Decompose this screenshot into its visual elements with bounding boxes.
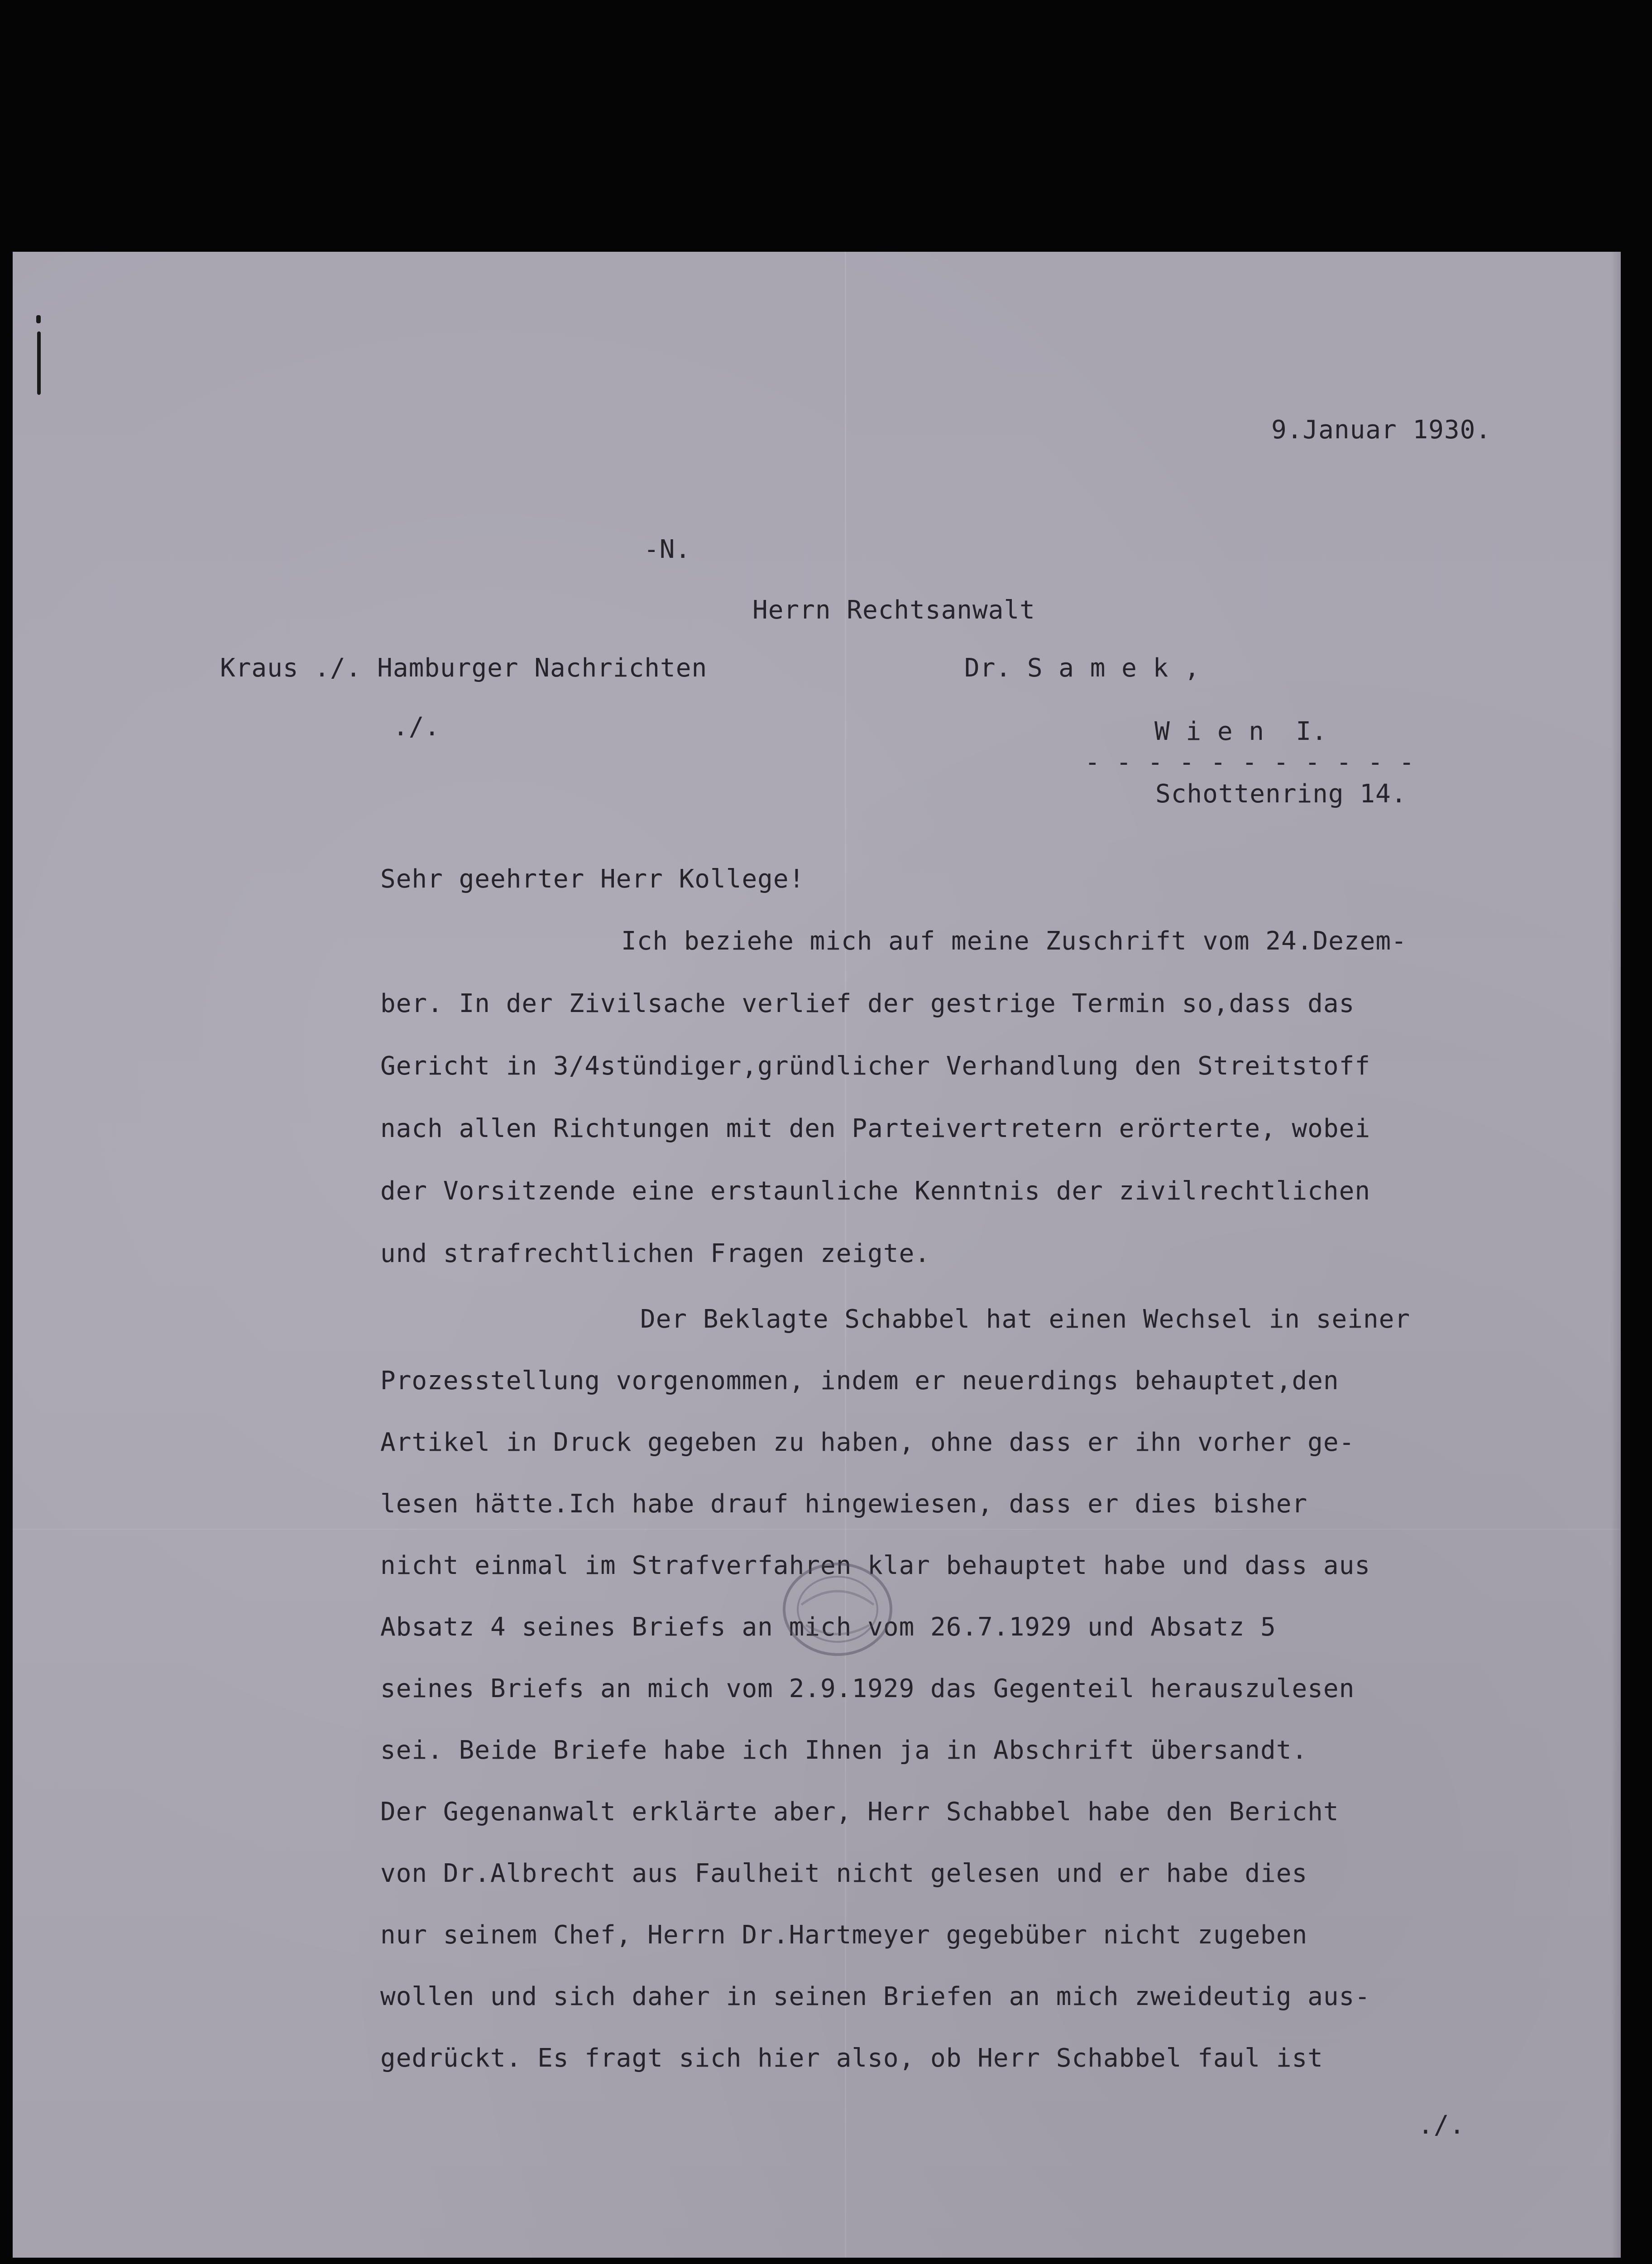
body-line: ber. In der Zivilsache verlief der gestrige Termin so,dass das xyxy=(380,989,1355,1018)
body-line: Der Beklagte Schabbel hat einen Wechsel in seiner xyxy=(640,1305,1411,1334)
recipient-name: Dr. S a m e k , xyxy=(964,653,1200,683)
body-line: wollen und sich daher in seinen Briefen an mich zweideutig aus- xyxy=(380,1982,1371,2011)
address-underline: - - - - - - - - - - - xyxy=(1085,748,1415,777)
archive-stamp-icon xyxy=(770,1550,905,1668)
recipient-title: Herrn Rechtsanwalt xyxy=(752,595,1035,625)
body-line: Gericht in 3/4stündiger,gründlicher Verhandlung den Streitstoff xyxy=(380,1051,1371,1081)
body-line: von Dr.Albrecht aus Faulheit nicht gelesen und er habe dies xyxy=(380,1859,1308,1888)
salutation: Sehr geehrter Herr Kollege! xyxy=(380,864,805,894)
body-line: Der Gegenanwalt erklärte aber, Herr Schabbel habe den Bericht xyxy=(380,1797,1339,1827)
body-line: nach allen Richtungen mit den Parteivertretern erörterte, wobei xyxy=(380,1114,1371,1143)
punch-mark xyxy=(36,315,41,323)
body-line: Prozesstellung vorgenommen, indem er neuerdings behauptet,den xyxy=(380,1366,1339,1396)
body-line: Artikel in Druck gegeben zu haben, ohne dass er ihn vorher ge- xyxy=(380,1428,1355,1457)
body-line: nur seinem Chef, Herrn Dr.Hartmeyer gegebüber nicht zugeben xyxy=(380,1920,1308,1950)
continuation-mark: ./. xyxy=(1418,2111,1465,2140)
body-line: und strafrechtlichen Fragen zeigte. xyxy=(380,1239,931,1268)
body-line: nicht einmal im Strafverfahren klar behauptet habe und dass aus xyxy=(380,1551,1371,1580)
body-line: seines Briefs an mich vom 2.9.1929 das Gegenteil herauszulesen xyxy=(380,1674,1355,1703)
body-line: der Vorsitzende eine erstaunliche Kenntnis der zivilrechtlichen xyxy=(380,1176,1371,1206)
reference-mark: -N. xyxy=(644,535,691,564)
body-line: gedrückt. Es fragt sich hier also, ob Herr Schabbel faul ist xyxy=(380,2043,1323,2073)
body-line: Absatz 4 seines Briefs an mich vom 26.7.1929 und Absatz 5 xyxy=(380,1612,1276,1642)
body-line: Ich beziehe mich auf meine Zuschrift vom 24.Dezem- xyxy=(621,926,1407,956)
case-reference: Kraus ./. Hamburger Nachrichten xyxy=(220,653,708,683)
body-line: lesen hätte.Ich habe drauf hingewiesen, dass er dies bisher xyxy=(380,1489,1308,1519)
paper-edge-shadow xyxy=(1611,252,1621,2258)
letter-sheet xyxy=(13,252,1621,2258)
recipient-street: Schottenring 14. xyxy=(1155,779,1407,809)
body-line: sei. Beide Briefe habe ich Ihnen ja in Abschrift übersandt. xyxy=(380,1736,1308,1765)
case-reference-cont: ./. xyxy=(393,712,441,742)
paper-fold-horizontal xyxy=(13,1529,1621,1530)
punch-mark xyxy=(37,331,41,395)
recipient-city: W i e n I. xyxy=(1154,717,1327,746)
letter-date: 9.Januar 1930. xyxy=(1271,415,1492,445)
